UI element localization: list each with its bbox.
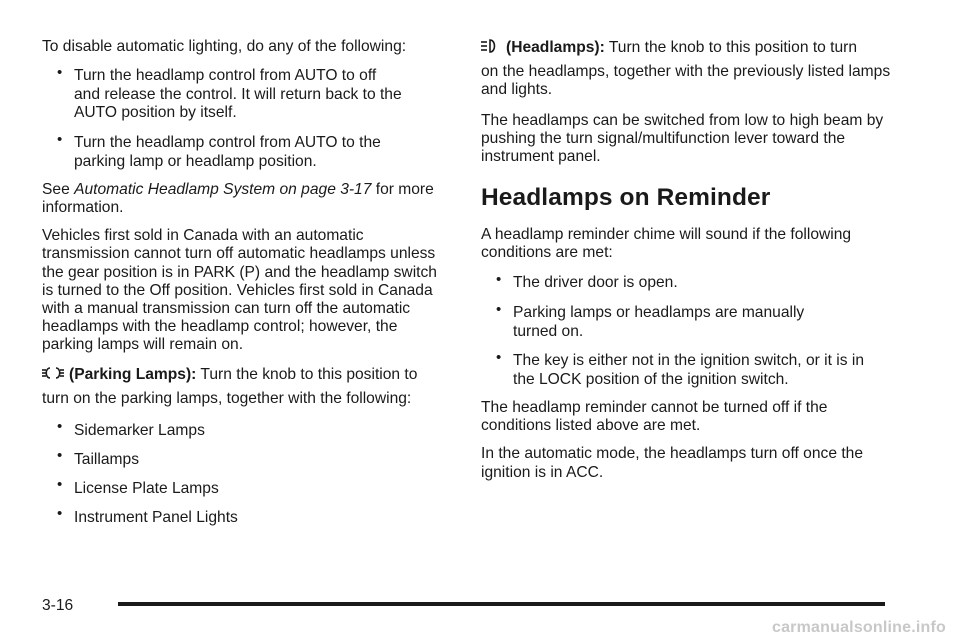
page-number: 3-16 [42, 597, 74, 614]
watermark: carmanualsonline.info [771, 619, 946, 636]
list-item: • Instrument Panel Lights [42, 507, 444, 529]
headlamps-label: (Headlamps): [506, 39, 605, 56]
footer-rule [118, 602, 885, 606]
left-column [42, 38, 444, 536]
parking-lamp-icon [42, 365, 64, 386]
cross-reference-link: Automatic Headlamp System on page 3-17 [74, 180, 372, 198]
list-item: • Parking lamps or headlamps are manually turned on. [481, 303, 893, 341]
parking-lamps-label: (Parking Lamps): [69, 365, 197, 383]
list-item: • Turn the headlamp control from AUTO to the parking lamp or headlamp position. [42, 133, 444, 171]
list-item: • License Plate Lamps [42, 478, 444, 500]
list-item: • Turn the headlamp control from AUTO to off and release the control. It will return back to the AUTO position by itself. [42, 66, 444, 122]
disable-intro: To disable automatic lighting, do any of the following: [42, 38, 407, 55]
reminder-intro: A headlamp reminder chime will sound if the following conditions are met: [481, 226, 852, 262]
headlamps-paragraph: (Headlamps): Turn the knob to this position to turn on the headlamps, together with the previously listed lamps and lights. [481, 39, 891, 99]
parking-lamps-paragraph: (Parking Lamps): Turn the knob to this position to turn on the parking lamps, together with the following: [42, 365, 418, 407]
list-item: • Sidemarker Lamps [42, 420, 444, 442]
section-heading: Headlamps on Reminder [481, 184, 771, 212]
list-item: • The key is either not in the ignition switch, or it is in the LOCK position of the ignition switch. [481, 351, 893, 389]
cannot-paragraph: The headlamp reminder cannot be turned off if the conditions listed above are met. [481, 399, 828, 435]
see-reference: See Automatic Headlamp System on page 3-17 for more information. [42, 180, 434, 217]
list-item: • Taillamps [42, 449, 444, 471]
headlamp-icon [481, 38, 501, 59]
beam-paragraph: The headlamps can be switched from low to high beam by pushing the turn signal/multifunction lever toward the instrument panel. [481, 111, 884, 166]
auto-mode-paragraph: In the automatic mode, the headlamps turn off once the ignition is in ACC. [481, 445, 864, 481]
canada-paragraph: Vehicles first sold in Canada with an automatic transmission cannot turn off automatic headlamps unless the gear position is in PARK (P) and the headlamp switch is turned to the Off position. Vehicles first sold in Canada with a manual transmission can turn off the automatic headlamps with the headlamp control; however, the parking lamps will remain on. [42, 227, 437, 354]
right-column [481, 38, 893, 492]
list-item: • The driver door is open. [481, 273, 893, 293]
